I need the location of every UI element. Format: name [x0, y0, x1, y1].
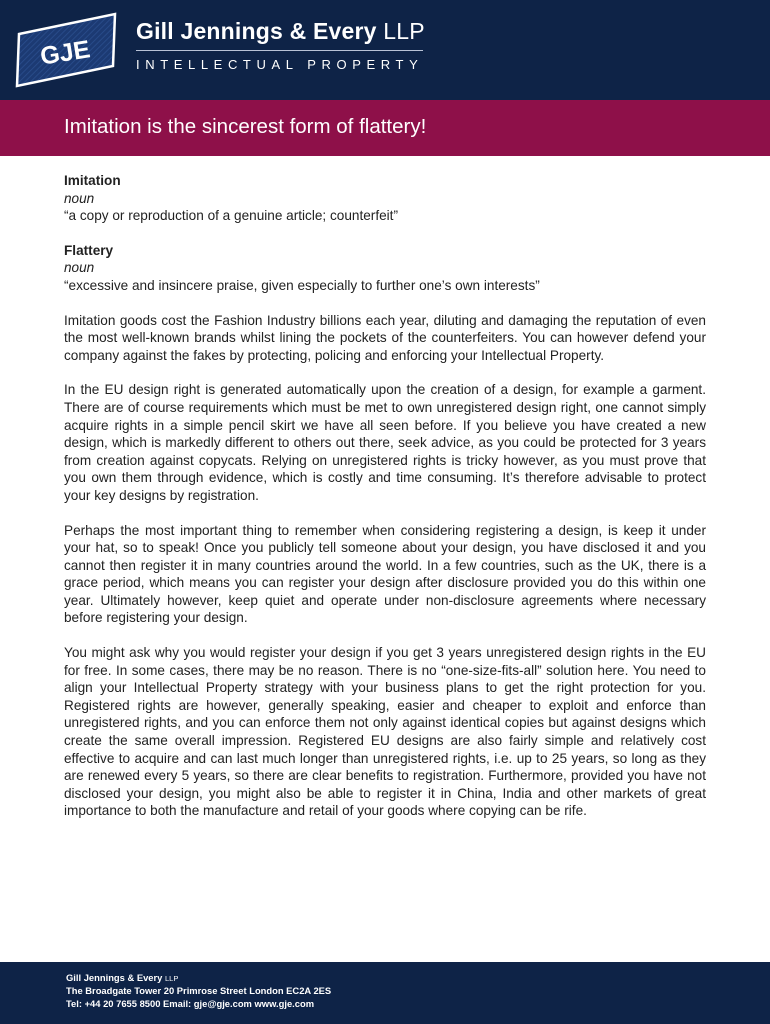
footer-contact: Tel: +44 20 7655 8500 Email: gje@gje.com www.gje.com: [66, 998, 315, 1009]
definition-meaning: “excessive and insincere praise, given especially to further one’s own interests”: [64, 277, 540, 293]
brand-divider: [136, 50, 423, 51]
footer-address: The Broadgate Tower 20 Primrose Street London EC2A 2ES: [66, 985, 332, 996]
paragraph: Perhaps the most important thing to remember when considering registering a design, is keep it under your hat, so to speak! Once you publicly tell someone about your design, you have disclosed it and you cannot then register it in many countries around the world. In a few countries, such as the UK, there is a grace period, which means you can register your design after disclosure provided you do this within one year. Ultimately however, keep quiet and operate under non-disclosure agreements where necessary before registering your design.: [64, 522, 706, 626]
definition-meaning: “a copy or reproduction of a genuine article; counterfeit”: [64, 208, 398, 224]
paragraph: In the EU design right is generated automatically upon the creation of a design, for example a garment. There are of course requirements which must be met to own unregistered design right, one cannot simply acquire rights in a simple pencil skirt we have all seen before. If you believe you have created a new design, which is markedly different to others out there, seek advice, as you could be protected for 3 years from creation against copycats. Relying on unregistered rights is tricky however, as you must prove that you own them through evidence, which is costly and time consuming. It’s therefore advisable to protect your key designs by registration.: [64, 382, 706, 503]
definition-part-of-speech: noun: [64, 190, 95, 206]
firm-name: [136, 18, 425, 45]
footer-firm-suffix: LLP: [165, 974, 179, 983]
gje-logo: [15, 12, 117, 88]
paragraph: Imitation goods cost the Fashion Industry billions each year, diluting and damaging the reputation of even the most well-known brands whilst lining the pockets of the counterfeiters. You can however defend your company against the fakes by protecting, policing and enforcing your Intellectual Property.: [64, 312, 706, 363]
definition-term: Flattery: [64, 242, 114, 258]
title-band: [0, 100, 770, 156]
definition-flattery: [64, 242, 706, 295]
page-header: [0, 0, 770, 100]
footer-firm-text: Gill Jennings & Every: [66, 972, 163, 983]
firm-suffix: LLP: [383, 18, 425, 44]
firm-tagline: INTELLECTUAL PROPERTY: [136, 57, 424, 72]
logo-parallelogram-icon: [15, 12, 117, 88]
paragraph: You might ask why you would register your design if you get 3 years unregistered design rights in the EU for free. In some cases, there may be no reason. There is no “one-size-fits-all” solution here. You need to align your Intellectual Property strategy with your business plans to get the right protection for you. Registered rights are however, generally speaking, easier and cheaper to exploit and enforce than unregistered rights, and you can enforce them not only against identical copies but against designs which create the same overall impression. Registered EU designs are also fairly simple and relatively cost effective to acquire and can last much longer than unregistered rights, i.e. up to 25 years, so long as they are renewed every 5 years, so there are clear benefits to registration. Furthermore, provided you have not disclosed your design, you might also be able to register it in China, India and other markets of great importance to both the manufacture and retail of your goods where copying can be rife.: [64, 645, 706, 819]
footer-firm-name: [66, 972, 178, 983]
article-body: [64, 172, 706, 837]
definition-term: Imitation: [64, 173, 121, 188]
logo-text: GJE: [38, 35, 93, 71]
page-footer: [0, 962, 770, 1024]
definition-imitation: [64, 172, 706, 225]
firm-name-text: Gill Jennings & Every: [136, 18, 377, 44]
page-title: Imitation is the sincerest form of flattery!: [64, 115, 427, 138]
definition-part-of-speech: noun: [64, 260, 95, 276]
